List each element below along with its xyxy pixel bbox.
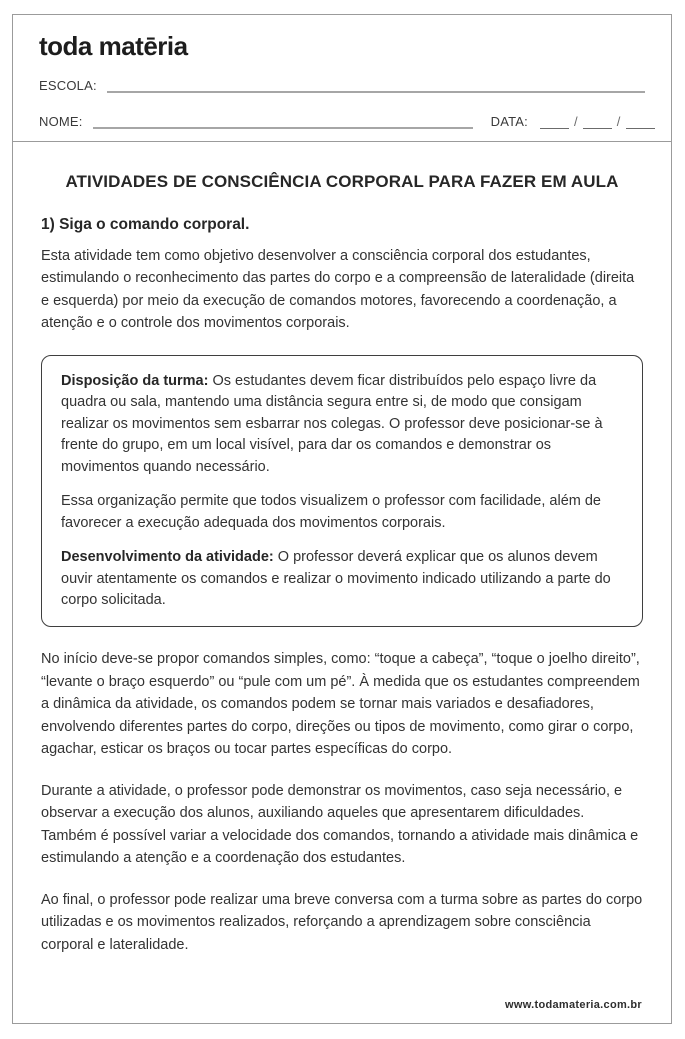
desenvolvimento-paragraph	[61, 547, 623, 611]
body-paragraph-ao-final: Ao final, o professor pode realizar uma breve conversa com a turma sobre as partes do corpo utilizadas e os movimentos realizados, reforçando a aprendizagem sobre consciência corporal e lateralidade.	[41, 891, 643, 953]
date-year-blank	[626, 114, 655, 129]
escola-row	[39, 78, 645, 93]
data-label: DATA:	[490, 114, 528, 129]
page-title: ATIVIDADES DE CONSCIÊNCIA CORPORAL PARA FAZER EM AULA	[65, 172, 619, 191]
disposicao-paragraph	[61, 371, 623, 478]
nome-label: NOME:	[39, 114, 83, 129]
header-box	[12, 14, 672, 142]
escola-blank-line	[107, 78, 645, 93]
body-paragraph-durante: Durante a atividade, o professor pode demonstrar os movimentos, caso seja necessário, e observar a execução dos alunos, auxiliando aqueles que apresentarem dificuldades. Também é possível variar a velocidade dos comandos, tornando a atividade mais dinâmica e estimulando a atenção e a coordenação dos estudantes.	[41, 782, 639, 867]
toda-materia-logo: toda matēria	[39, 31, 188, 61]
website-url: www.todamateria.com.br	[505, 999, 642, 1012]
organizacao-paragraph: Essa organização permite que todos visualizem o professor com facilidade, além de favorecer a execução adequada dos movimentos corporais.	[61, 493, 601, 531]
instructions-box	[41, 355, 643, 628]
content-box	[12, 141, 672, 1024]
nome-data-row	[39, 114, 645, 129]
date-day-blank	[540, 114, 569, 129]
date-slash: /	[573, 114, 578, 129]
desenvolvimento-text: O professor deverá explicar que os alunos devem ouvir atentamente os comandos e realizar o movimento indicado utilizando a parte do corpo solicitada.	[61, 549, 611, 608]
date-slash: /	[616, 114, 621, 129]
nome-blank-line	[93, 114, 473, 129]
activity-heading: 1) Siga o comando corporal.	[41, 216, 250, 233]
escola-label: ESCOLA:	[39, 78, 97, 93]
desenvolvimento-label: Desenvolvimento da atividade:	[61, 549, 274, 566]
date-blanks	[540, 114, 655, 129]
intro-paragraph: Esta atividade tem como objetivo desenvolver a consciência corporal dos estudantes, estimulando o reconhecimento das partes do corpo e a compreensão de lateralidade (direita e esquerda) por meio da execução de comandos motores, favorecendo a coordenação, a atenção e o controle dos movimentos corporais.	[41, 248, 635, 332]
date-month-blank	[583, 114, 612, 129]
body-paragraph-comandos: No início deve-se propor comandos simples, como: “toque a cabeça”, “toque o joelho direito”, “levante o braço esquerdo” ou “pule com um pé”. À medida que os estudantes compreendem a dinâmica da atividade, os comandos podem se tornar mais variados e desafiadores, envolvendo diferentes partes do corpo, direções ou tipos de movimento, como girar o corpo, agachar, esticar os braços ou tocar partes específicas do corpo.	[41, 651, 640, 758]
disposicao-text: Os estudantes devem ficar distribuídos pelo espaço livre da quadra ou sala, mantendo uma distância segura entre si, de modo que consigam realizar os movimentos sem esbarrar nos colegas. O professor deve posicionar-se à frente do grupo, em um local visível, para dar os comandos e demonstrar os movimentos quando necessário.	[61, 372, 603, 475]
disposicao-label: Disposição da turma:	[61, 372, 209, 389]
